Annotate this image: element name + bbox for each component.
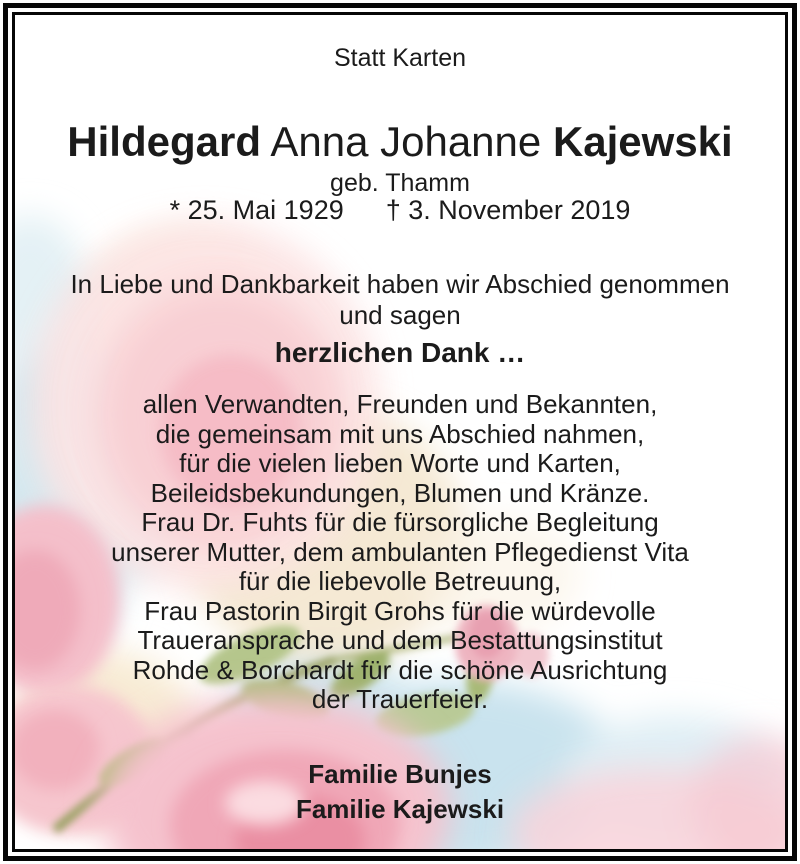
signature-family-bunjes: Familie Bunjes [308, 759, 492, 789]
intro-paragraph [15, 269, 785, 331]
body-line: für die liebevolle Betreuung, [238, 566, 562, 596]
body-line: Frau Dr. Fuhts für die fürsorgliche Begleitung [141, 507, 659, 537]
signature-family-kajewski: Familie Kajewski [295, 794, 505, 824]
birth-date: * 25. Mai 1929 [169, 195, 344, 225]
body-line: für die vielen lieben Worte und Karten, [179, 448, 621, 478]
last-name: Kajewski [552, 118, 733, 165]
death-date: † 3. November 2019 [385, 195, 631, 225]
middle-names: Anna Johanne [270, 118, 542, 165]
outer-frame [3, 3, 797, 861]
inner-frame [12, 12, 788, 852]
maiden-name: geb. Thamm [330, 169, 470, 197]
body-line: Beileidsbekundungen, Blumen und Kränze. [150, 477, 650, 508]
body-line: allen Verwandten, Freunden und Bekannten, [142, 389, 658, 419]
first-name: Hildegard [67, 118, 261, 165]
body-line: Traueransprache und dem Bestattungsinstitut [137, 625, 663, 655]
intro-line: und sagen [339, 300, 461, 330]
thanks-heading: herzlichen Dank … [274, 337, 526, 368]
life-dates [15, 195, 785, 225]
pre-header: Statt Karten [333, 44, 467, 72]
notice-text [15, 15, 785, 849]
body-line: der Trauerfeier. [311, 684, 489, 714]
signature-block [15, 757, 785, 827]
body-line: die gemeinsam mit uns Abschied nahmen, [155, 418, 645, 449]
thanks-body [15, 390, 785, 715]
body-line: unserer Mutter, dem ambulanten Pflegedienst Vita [111, 536, 689, 567]
intro-line: In Liebe und Dankbarkeit haben wir Abschied genommen [70, 269, 730, 299]
deceased-name [15, 118, 785, 166]
body-line: Rohde & Borchardt für die schöne Ausrichtung [132, 654, 668, 685]
body-line: Frau Pastorin Birgit Grohs für die würdevolle [144, 595, 656, 626]
